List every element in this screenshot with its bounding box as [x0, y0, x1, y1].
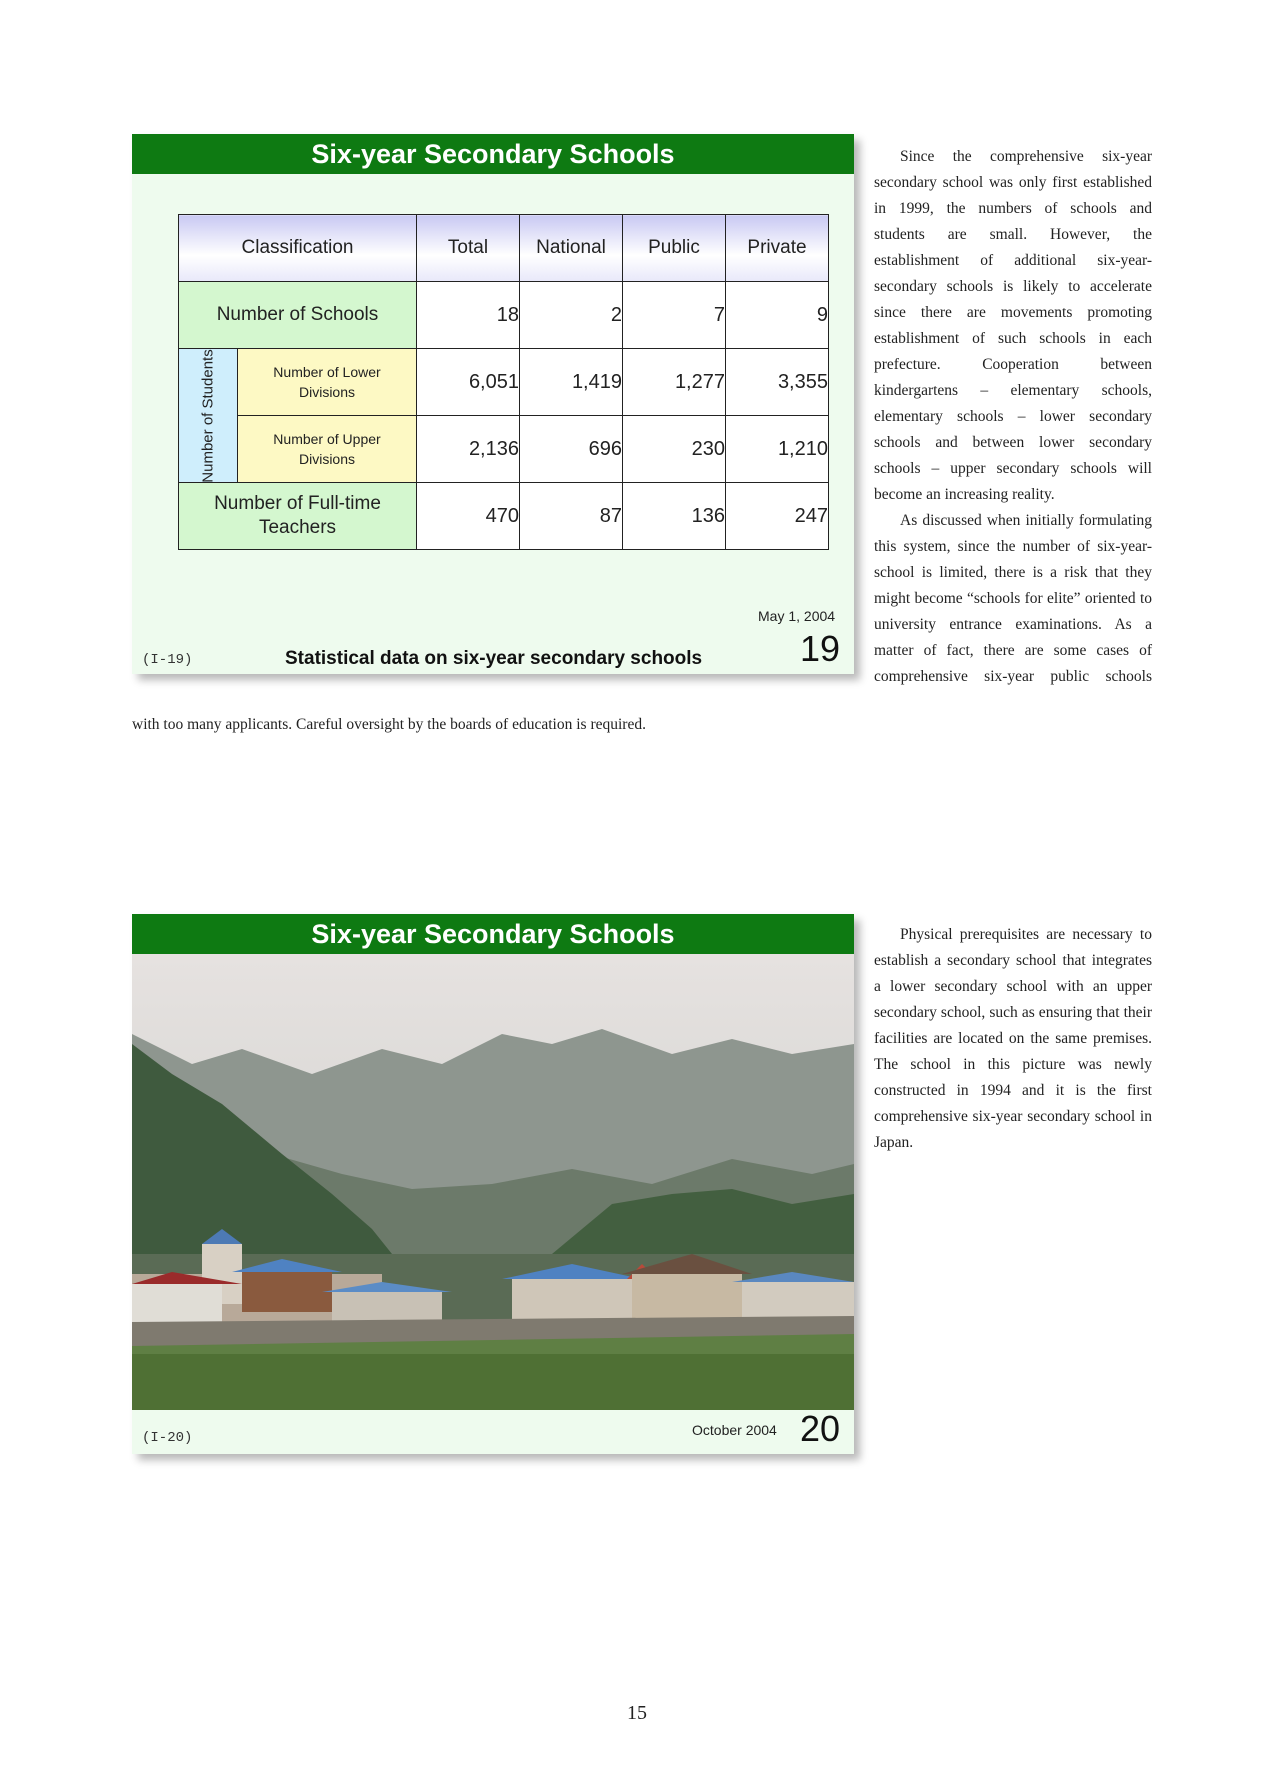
table-row — [179, 282, 829, 349]
cell-value: 2 — [520, 282, 623, 349]
paragraph: As discussed when initially formulating this system, since the number of six-year-school is limited, there is a risk that they might become “schools for elite” oriented to university entrance examinations. As a matter of fact, there are some cases of comprehensive six-year public schools — [874, 512, 1152, 685]
cell-value: 230 — [623, 416, 726, 483]
page-number: 15 — [627, 1702, 647, 1724]
cell-value: 1,210 — [726, 416, 829, 483]
cell-value: 2,136 — [417, 416, 520, 483]
row-label-schools: Number of Schools — [179, 282, 417, 349]
table-row — [179, 349, 829, 416]
slide-19 — [132, 134, 854, 674]
slide-20 — [132, 914, 854, 1454]
cell-value: 18 — [417, 282, 520, 349]
group-label-students: Number of Students — [199, 348, 217, 483]
row-label-upper-divisions: Number of Upper Divisions — [238, 416, 417, 483]
table-row — [179, 483, 829, 550]
cell-value: 3,355 — [726, 349, 829, 416]
header-classification: Classification — [179, 215, 417, 282]
table-row — [179, 416, 829, 483]
header-private: Private — [726, 215, 829, 282]
table-header-row — [179, 215, 829, 282]
slide-number: 19 — [800, 628, 841, 669]
paragraph: Physical prerequisites are necessary to establish a secondary school that integrates a lower secondary school with an upper secondary school, such as ensuring that their facilities are located on the same premises. The school in this picture was newly constructed in 1994 and it is the first comprehensive six-year secondary school in Japan. — [874, 926, 1152, 1151]
cell-value: 9 — [726, 282, 829, 349]
paragraph: Since the comprehensive six-year secondary school was only first established in 1999, the numbers of schools and students are small. However, the establishment of additional six-year-secondary schools is likely to accelerate since there are movements promoting establishment of such schools in each prefecture. Cooperation between kindergartens – elementary schools, elementary schools – lower secondary schools and between lower secondary schools – upper secondary schools will become an increasing reality. — [874, 148, 1152, 503]
body-text-1 — [874, 144, 1152, 690]
header-total: Total — [417, 215, 520, 282]
header-public: Public — [623, 215, 726, 282]
group-label-cell — [179, 349, 238, 483]
slide-caption: Statistical data on six-year secondary schools — [285, 648, 703, 669]
cell-value: 136 — [623, 483, 726, 550]
row-label-teachers: Number of Full-time Teachers — [179, 483, 417, 550]
slide-title: Six-year Secondary Schools — [132, 134, 854, 174]
cell-value: 247 — [726, 483, 829, 550]
slide-number: 20 — [800, 1408, 841, 1449]
header-national: National — [520, 215, 623, 282]
slide-title: Six-year Secondary Schools — [132, 914, 854, 954]
slide-code: (I-20) — [142, 1430, 193, 1446]
cell-value: 1,277 — [623, 349, 726, 416]
slide-date: October 2004 — [692, 1422, 777, 1438]
cell-value: 696 — [520, 416, 623, 483]
slide-date: May 1, 2004 — [758, 608, 836, 624]
school-landscape-photo — [132, 954, 854, 1410]
cell-value: 87 — [520, 483, 623, 550]
slide-code: (I-19) — [142, 652, 193, 668]
body-text-2 — [874, 922, 1152, 1156]
row-label-lower-divisions: Number of Lower Divisions — [238, 349, 417, 416]
cell-value: 6,051 — [417, 349, 520, 416]
cell-value: 1,419 — [520, 349, 623, 416]
body-text-continuation: with too many applicants. Careful oversight by the boards of education is required. — [132, 716, 646, 733]
cell-value: 7 — [623, 282, 726, 349]
statistics-table — [178, 214, 829, 550]
cell-value: 470 — [417, 483, 520, 550]
